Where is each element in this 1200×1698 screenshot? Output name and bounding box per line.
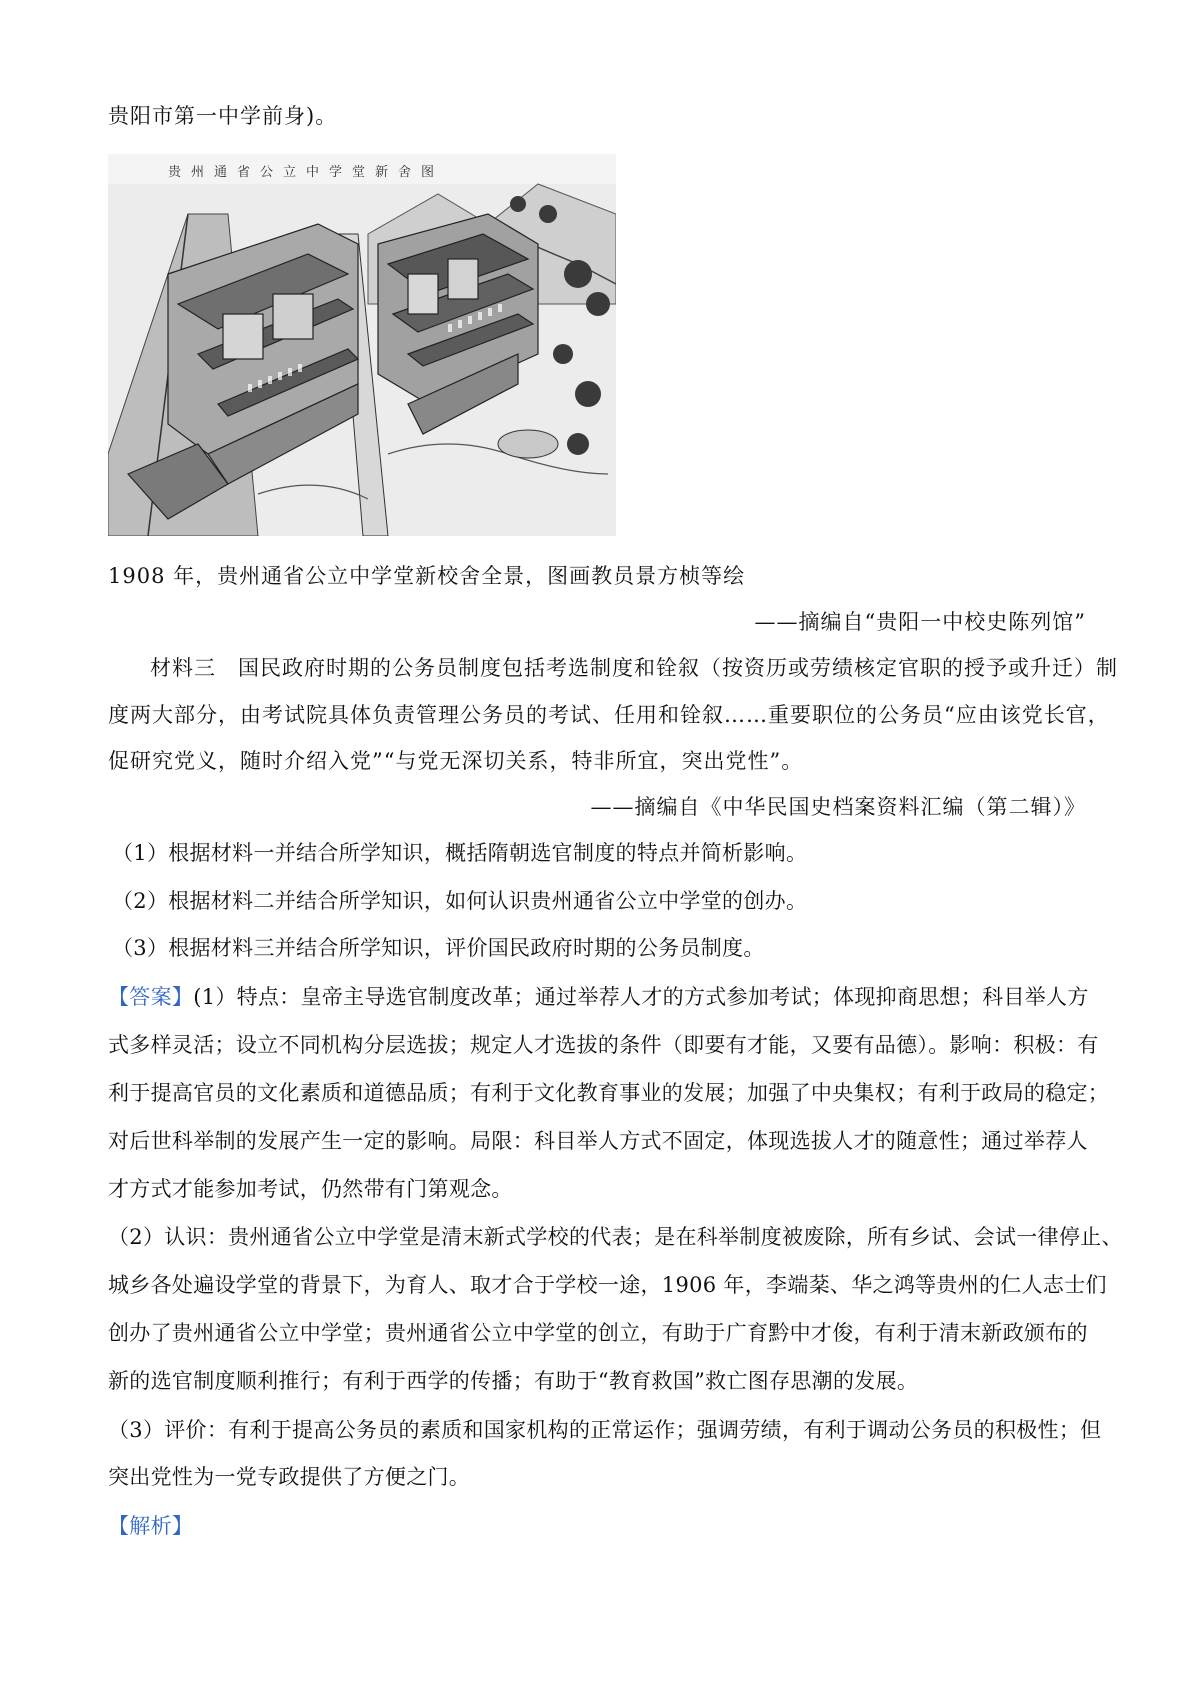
analysis-tag: 【解析】 xyxy=(108,1514,194,1538)
text-line-intro-end: 贵阳市第一中学前身)。 xyxy=(108,104,338,128)
school-drawing-illustration xyxy=(108,154,616,536)
answer-1-line-2: 式多样灵活；设立不同机构分层选拔；规定人才选拔的条件（即要有才能，又要有品德）。影响：积极：有 xyxy=(108,1033,1099,1057)
school-drawing-figure xyxy=(108,154,616,536)
source-citation-2: ——摘编自《中华民国史档案资料汇编（第二辑）》 xyxy=(590,795,1086,819)
question-3: （3）根据材料三并结合所学知识，评价国民政府时期的公务员制度。 xyxy=(112,936,765,960)
answer-3-line-2: 突出党性为一党专政提供了方便之门。 xyxy=(108,1465,471,1489)
answer-tag: 【答案】 xyxy=(108,985,194,1009)
answer-2-line-4: 新的选官制度顺利推行；有利于西学的传播；有助于“教育救国”救亡图存思潮的发展。 xyxy=(108,1369,919,1393)
answer-3-line-1: （3）评价：有利于提高公务员的素质和国家机构的正常运作；强调劳绩，有利于调动公务员的积极性；但 xyxy=(108,1418,1102,1442)
answer-2-line-1: （2）认识：贵州通省公立中学堂是清末新式学校的代表；是在科举制度被废除，所有乡试、会试一律停止、 xyxy=(108,1225,1123,1249)
material-3-line-3: 促研究党义，随时介绍入党”“与党无深切关系，特非所宜，突出党性”。 xyxy=(108,749,804,773)
answer-1-line-3: 利于提高官员的文化素质和道德品质；有利于文化教育事业的发展；加强了中央集权；有利于政局的稳定； xyxy=(108,1081,1110,1105)
answer-line-1 xyxy=(108,983,1089,1011)
answer-2-line-3: 创办了贵州通省公立中学堂；贵州通省公立中学堂的创立，有助于广育黔中才俊，有利于清末新政颁布的 xyxy=(108,1321,1088,1345)
answer-1-line-4: 对后世科举制的发展产生一定的影响。局限：科目举人方式不固定，体现选拔人才的随意性；通过举荐人 xyxy=(108,1129,1088,1153)
answer-1-text-1: (1）特点：皇帝主导选官制度改革；通过举荐人才的方式参加考试；体现抑商思想；科目举人方 xyxy=(193,985,1089,1009)
question-2: （2）根据材料二并结合所学知识，如何认识贵州通省公立中学堂的创办。 xyxy=(112,889,808,913)
question-1: （1）根据材料一并结合所学知识，概括隋朝选官制度的特点并简析影响。 xyxy=(112,841,808,865)
answer-2-line-2: 城乡各处遍设学堂的背景下，为育人、取才合于学校一途，1906 年，李端棻、华之鸿等贵州的仁人志士们 xyxy=(108,1273,1107,1297)
source-citation-1: ——摘编自“贵阳一中校史陈列馆” xyxy=(754,610,1086,634)
material-3-line-2: 度两大部分，由考试院具体负责管理公务员的考试、任用和铨叙……重要职位的公务员“应由该党长官， xyxy=(108,703,1110,727)
figure-title-text: 贵州通省公立中学堂新舍图 xyxy=(168,165,445,180)
figure-caption: 1908 年，贵州通省公立中学堂新校舍全景，图画教员景方桢等绘 xyxy=(108,564,746,588)
material-3-line-1: 材料三 国民政府时期的公务员制度包括考选制度和铨叙（按资历或劳绩核定官职的授予或升迁）制 xyxy=(150,656,1118,680)
answer-1-line-5: 才方式才能参加考试，仍然带有门第观念。 xyxy=(108,1177,513,1201)
